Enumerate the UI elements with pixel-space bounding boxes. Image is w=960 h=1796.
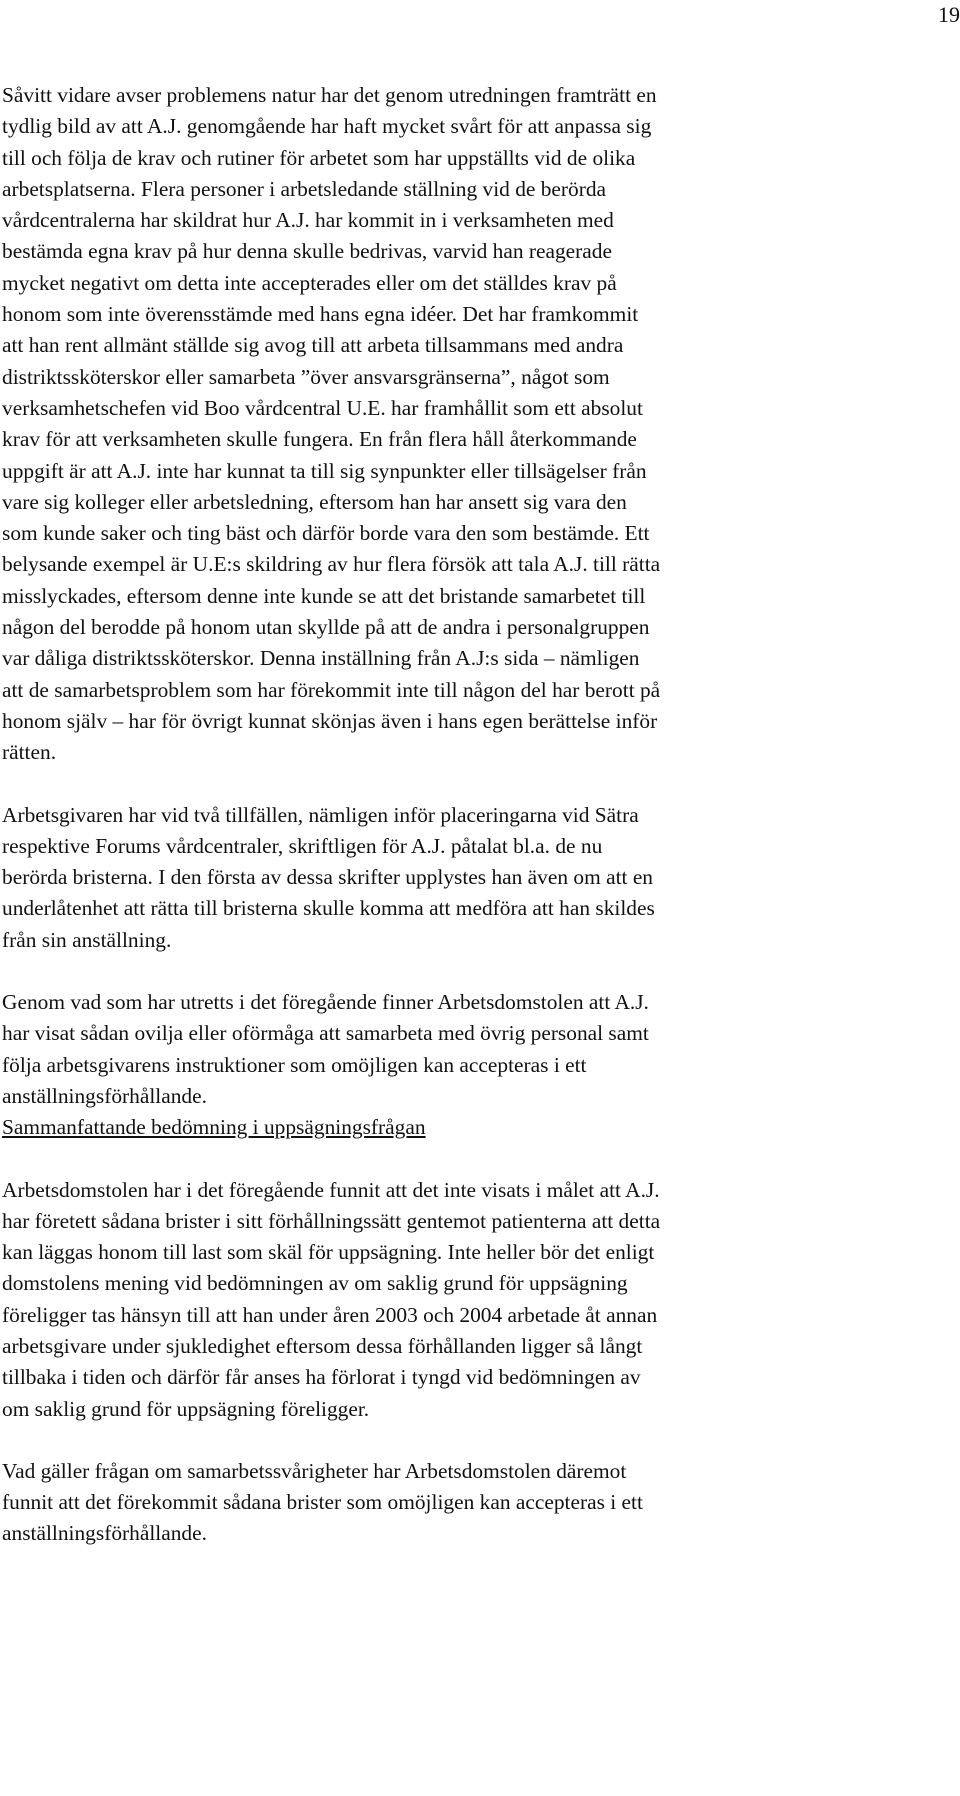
text-line: arbetsgivare under sjukledighet eftersom dessa förhållanden ligger så långt [2, 1333, 643, 1358]
text-line: honom själv – har för övrigt kunnat skönjas även i hans egen berättelse inför [2, 708, 658, 733]
document-body [2, 80, 952, 1550]
text-line: som kunde saker och ting bäst och därför borde vara den som bestämde. Ett [2, 521, 650, 546]
text-line: tydlig bild av att A.J. genomgående har haft mycket svårt för att anpassa sig [2, 114, 652, 139]
text-line: att han rent allmänt ställde sig avog till att arbeta tillsammans med andra [2, 333, 624, 358]
text-line: vårdcentralerna har skildrat hur A.J. har kommit in i verksamheten med [2, 208, 614, 233]
text-line: vare sig kolleger eller arbetsledning, eftersom han har ansett sig vara den [2, 489, 627, 514]
paragraph-employer-warnings [2, 800, 952, 956]
text-line: distriktssköterskor eller samarbeta ”över ansvarsgränserna”, något som [2, 364, 610, 389]
text-line: uppgift är att A.J. inte har kunnat ta till sig synpunkter eller tillsägelser från [2, 458, 647, 483]
text-line: har visat sådan ovilja eller oförmåga att samarbeta med övrig personal samt [2, 1021, 649, 1046]
text-line: rätten. [2, 740, 57, 765]
text-line: tillbaka i tiden och därför får anses ha förlorat i tyngd vid bedömningen av [2, 1365, 641, 1390]
paragraph-conclusion [2, 1456, 952, 1550]
text-line: från sin anställning. [2, 927, 172, 952]
text-line: funnit att det förekommit sådana brister som omöjligen kan accepteras i ett [2, 1490, 643, 1515]
text-line: verksamhetschefen vid Boo vårdcentral U.E. har framhållit som ett absolut [2, 395, 643, 420]
paragraph-summary-assessment [2, 1175, 952, 1425]
section-heading: Sammanfattande bedömning i uppsägningsfrågan [2, 1115, 426, 1140]
text-line: följa arbetsgivarens instruktioner som omöjligen kan accepteras i ett [2, 1052, 587, 1077]
text-line: domstolens mening vid bedömningen av om saklig grund för uppsägning [2, 1271, 628, 1296]
text-line: Genom vad som har utretts i det föregående finner Arbetsdomstolen att A.J. [2, 990, 649, 1015]
paragraph-court-finding [2, 987, 952, 1112]
text-line: underlåtenhet att rätta till bristerna skulle komma att medföra att han skildes [2, 896, 655, 921]
text-line: honom som inte överensstämde med hans egna idéer. Det har framkommit [2, 302, 639, 327]
text-line: om saklig grund för uppsägning föreligger. [2, 1396, 370, 1421]
text-line: Vad gäller frågan om samarbetssvårigheter har Arbetsdomstolen däremot [2, 1458, 627, 1483]
text-line: arbetsplatserna. Flera personer i arbetsledande ställning vid de berörda [2, 176, 607, 201]
page-number: 19 [938, 2, 960, 27]
text-line: anställningsförhållande. [2, 1521, 207, 1546]
text-line: mycket negativt om detta inte accepterades eller om det ställdes krav på [2, 270, 617, 295]
text-line: bestämda egna krav på hur denna skulle bedrivas, varvid han reagerade [2, 239, 612, 264]
text-line: till och följa de krav och rutiner för arbetet som har uppställts vid de olika [2, 145, 636, 170]
text-line: har företett sådana brister i sitt förhållningssätt gentemot patienterna att detta [2, 1208, 661, 1233]
text-line: någon del berodde på honom utan skyllde på att de andra i personalgruppen [2, 615, 650, 640]
text-line: att de samarbetsproblem som har förekommit inte till någon del har berott på [2, 677, 661, 702]
text-line: Såvitt vidare avser problemens natur har det genom utredningen framträtt en [2, 83, 657, 107]
text-line: Arbetsgivaren har vid två tillfällen, nämligen inför placeringarna vid Sätra [2, 802, 639, 827]
text-line: misslyckades, eftersom denne inte kunde se att det bristande samarbetet till [2, 583, 646, 608]
text-line: föreligger tas hänsyn till att han under åren 2003 och 2004 arbetade åt annan [2, 1302, 658, 1327]
text-line: berörda bristerna. I den första av dessa skrifter upplystes han även om att en [2, 865, 654, 890]
text-line: kan läggas honom till last som skäl för uppsägning. Inte heller bör det enligt [2, 1240, 655, 1265]
text-line: Arbetsdomstolen har i det föregående funnit att det inte visats i målet att A.J. [2, 1177, 660, 1202]
text-line: belysande exempel är U.E:s skildring av hur flera försök att tala A.J. till rätta [2, 552, 661, 577]
text-line: var dåliga distriktssköterskor. Denna inställning från A.J:s sida – nämligen [2, 646, 640, 671]
text-line: krav för att verksamheten skulle fungera. En från flera håll återkommande [2, 427, 637, 452]
text-line: respektive Forums vårdcentraler, skriftligen för A.J. påtalat bl.a. de nu [2, 833, 603, 858]
paragraph-collaboration-issues [2, 80, 952, 769]
text-line: anställningsförhållande. [2, 1083, 207, 1108]
